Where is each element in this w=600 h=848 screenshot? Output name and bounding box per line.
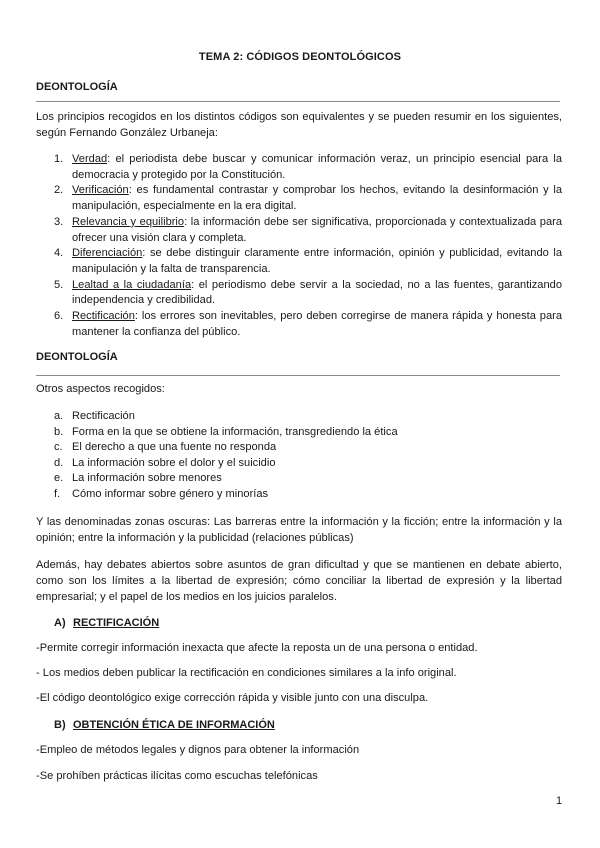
section-divider <box>36 101 560 102</box>
intro-paragraph: Los principios recogidos en los distintos códigos son equivalentes y se pueden resumir en los siguientes, según Fernando González Urbaneja: <box>36 111 562 139</box>
list-item: 5. Lealtad a la ciudadanía: el periodismo debe servir a la sociedad, no a las fuentes, garantizando independencia y credibilidad. <box>54 278 562 307</box>
section-divider <box>36 375 560 376</box>
page-number: 1 <box>556 795 563 807</box>
ethics-point: -Se prohíben prácticas ilícitas como escuchas telefónicas <box>36 770 318 782</box>
list-item: b. Forma en la que se obtiene la información, transgrediendo la ética <box>54 425 398 438</box>
debates-paragraph: Además, hay debates abiertos sobre asuntos de gran dificultad y que se mantienen en debate abierto, como son los límites a la libertad de expresión; cómo conciliar la libertad de expresión y la libertad empresarial; y el papel de los medios en los juicios paralelos. <box>36 559 562 603</box>
subsection-heading-rectificacion: A) RECTIFICACIÓN <box>54 617 160 629</box>
list-item: f. Cómo informar sobre género y minorías <box>54 487 269 500</box>
section-heading-deontologia-1: DEONTOLOGÍA <box>36 81 118 93</box>
ethics-point: -Empleo de métodos legales y dignos para obtener la información <box>36 744 360 756</box>
dark-zones-paragraph: Y las denominadas zonas oscuras: Las barreras entre la información y la ficción; entre la información y la opinión; entre la información y la publicidad (relaciones públicas) <box>36 516 562 544</box>
list-item: 6. Rectificación: los errores son inevitables, pero deben corregirse de manera rápida y honesta para mantener la confianza del público. <box>54 310 562 338</box>
list-item: e. La información sobre menores <box>54 472 222 485</box>
section-heading-deontologia-2: DEONTOLOGÍA <box>36 351 118 363</box>
document-title: TEMA 2: CÓDIGOS DEONTOLÓGICOS <box>198 51 402 63</box>
subsection-heading-obtencion-etica: B) OBTENCIÓN ÉTICA DE INFORMACIÓN <box>54 719 275 731</box>
list-item: 4. Diferenciación: se debe distinguir claramente entre información, opinión y publicidad, evitando la manipulación y la falta de transparencia. <box>54 247 562 275</box>
list-item: a. Rectificación <box>54 410 135 422</box>
list-item: 3. Relevancia y equilibrio: la información debe ser significativa, proporcionada y contextualizada para ofrecer una visión clara y completa. <box>54 215 562 244</box>
list-item: 2. Verificación: es fundamental contrastar y comprobar los hechos, evitando la desinformación y la manipulación, especialmente en la era digital. <box>54 184 562 213</box>
rectification-point: - Los medios deben publicar la rectificación en condiciones similares a la info original. <box>36 667 457 679</box>
rectification-point: -El código deontológico exige corrección rápida y visible junto con una disculpa. <box>36 692 429 704</box>
aspects-intro: Otros aspectos recogidos: <box>36 383 165 395</box>
list-item: 1. Verdad: el periodista debe buscar y comunicar información veraz, un principio esencial para la democracia y protegido por la Constitución. <box>54 153 562 181</box>
principles-list <box>36 152 562 340</box>
list-item: c. El derecho a que una fuente no responda <box>54 441 277 454</box>
rectification-point: -Permite corregir información inexacta que afecte la reposta un de una persona o entidad. <box>36 642 478 654</box>
aspects-list <box>36 409 562 503</box>
list-item: d. La información sobre el dolor y el suicidio <box>54 456 276 469</box>
